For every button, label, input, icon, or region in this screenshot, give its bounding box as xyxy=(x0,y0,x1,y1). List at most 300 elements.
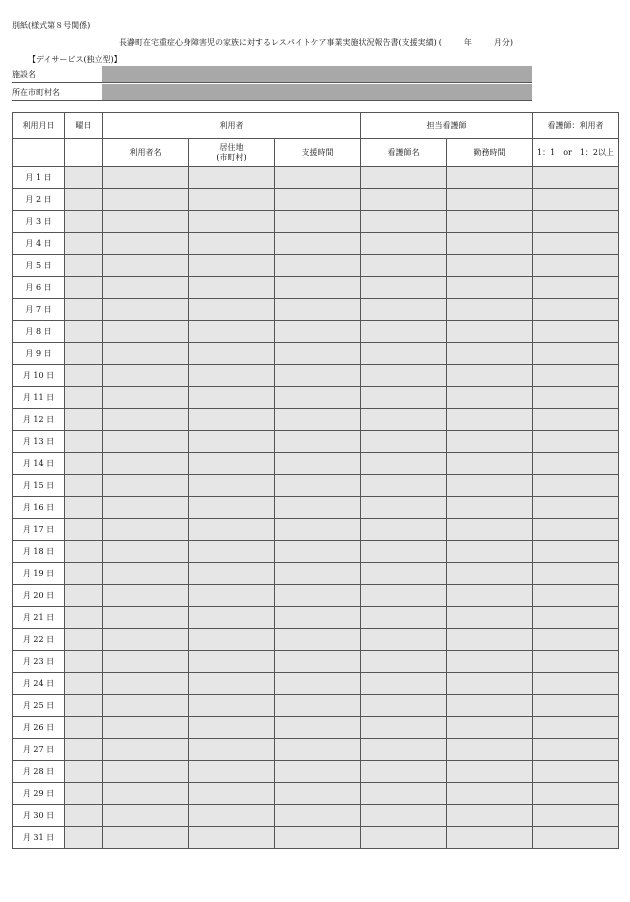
nurse-name-cell[interactable] xyxy=(361,365,447,387)
weekday-cell[interactable] xyxy=(65,761,103,783)
work-time-cell[interactable] xyxy=(447,343,533,365)
municipality-row xyxy=(12,84,532,101)
residence-cell[interactable] xyxy=(189,387,275,409)
weekday-cell[interactable] xyxy=(65,321,103,343)
date-cell: 月 16 日 xyxy=(13,497,65,519)
support-time-cell[interactable] xyxy=(275,255,361,277)
user-name-cell[interactable] xyxy=(103,673,189,695)
residence-cell[interactable] xyxy=(189,695,275,717)
support-time-cell[interactable] xyxy=(275,453,361,475)
residence-cell[interactable] xyxy=(189,673,275,695)
residence-cell[interactable] xyxy=(189,519,275,541)
date-cell: 月 12 日 xyxy=(13,409,65,431)
month-label: 月分) xyxy=(493,38,514,47)
ratio-cell[interactable] xyxy=(533,827,619,849)
table-row xyxy=(13,409,619,431)
ratio-cell[interactable] xyxy=(533,475,619,497)
ratio-cell[interactable] xyxy=(533,255,619,277)
ratio-cell[interactable] xyxy=(533,805,619,827)
header-ratio-group: 看護師：利用者 xyxy=(533,113,619,139)
ratio-cell[interactable] xyxy=(533,783,619,805)
nurse-name-cell[interactable] xyxy=(361,431,447,453)
work-time-cell[interactable] xyxy=(447,585,533,607)
user-name-cell[interactable] xyxy=(103,189,189,211)
support-time-cell[interactable] xyxy=(275,519,361,541)
header-row-1 xyxy=(13,113,619,139)
nurse-name-cell[interactable] xyxy=(361,739,447,761)
user-name-cell[interactable] xyxy=(103,233,189,255)
residence-cell[interactable] xyxy=(189,783,275,805)
nurse-name-cell[interactable] xyxy=(361,717,447,739)
ratio-cell[interactable] xyxy=(533,673,619,695)
residence-cell[interactable] xyxy=(189,343,275,365)
work-time-cell[interactable] xyxy=(447,365,533,387)
nurse-name-cell[interactable] xyxy=(361,541,447,563)
weekday-cell[interactable] xyxy=(65,739,103,761)
weekday-cell[interactable] xyxy=(65,409,103,431)
table-row xyxy=(13,387,619,409)
table-row xyxy=(13,717,619,739)
residence-cell[interactable] xyxy=(189,211,275,233)
period-open: ( xyxy=(438,38,442,47)
work-time-cell[interactable] xyxy=(447,519,533,541)
user-name-cell[interactable] xyxy=(103,739,189,761)
header-residence xyxy=(189,139,275,167)
nurse-name-cell[interactable] xyxy=(361,761,447,783)
nurse-name-cell[interactable] xyxy=(361,189,447,211)
support-time-cell[interactable] xyxy=(275,827,361,849)
document-title xyxy=(0,37,630,48)
weekday-cell[interactable] xyxy=(65,475,103,497)
residence-cell[interactable] xyxy=(189,739,275,761)
nurse-name-cell[interactable] xyxy=(361,651,447,673)
ratio-cell[interactable] xyxy=(533,695,619,717)
user-name-cell[interactable] xyxy=(103,761,189,783)
date-cell: 月 20 日 xyxy=(13,585,65,607)
ratio-cell[interactable] xyxy=(533,453,619,475)
support-time-cell[interactable] xyxy=(275,783,361,805)
municipality-label: 所在市町村名 xyxy=(12,84,102,101)
table-row xyxy=(13,321,619,343)
ratio-cell[interactable] xyxy=(533,519,619,541)
ratio-cell[interactable] xyxy=(533,431,619,453)
table-row xyxy=(13,211,619,233)
weekday-cell[interactable] xyxy=(65,497,103,519)
support-time-cell[interactable] xyxy=(275,475,361,497)
residence-cell[interactable] xyxy=(189,277,275,299)
residence-cell[interactable] xyxy=(189,607,275,629)
nurse-name-cell[interactable] xyxy=(361,167,447,189)
header-weekday-blank xyxy=(65,139,103,167)
weekday-cell[interactable] xyxy=(65,695,103,717)
ratio-cell[interactable] xyxy=(533,167,619,189)
nurse-name-cell[interactable] xyxy=(361,497,447,519)
date-cell: 月 23 日 xyxy=(13,651,65,673)
table-row xyxy=(13,827,619,849)
year-label: 年 xyxy=(463,38,472,47)
date-cell: 月 14 日 xyxy=(13,453,65,475)
header-work-time: 勤務時間 xyxy=(447,139,533,167)
nurse-name-cell[interactable] xyxy=(361,343,447,365)
nurse-name-cell[interactable] xyxy=(361,277,447,299)
date-cell: 月 31 日 xyxy=(13,827,65,849)
residence-cell[interactable] xyxy=(189,563,275,585)
nurse-name-cell[interactable] xyxy=(361,783,447,805)
ratio-cell[interactable] xyxy=(533,629,619,651)
residence-cell[interactable] xyxy=(189,167,275,189)
work-time-cell[interactable] xyxy=(447,431,533,453)
section-heading: 【デイサービス(独立型)】 xyxy=(28,55,122,64)
residence-cell[interactable] xyxy=(189,497,275,519)
nurse-name-cell[interactable] xyxy=(361,475,447,497)
ratio-cell[interactable] xyxy=(533,563,619,585)
user-name-cell[interactable] xyxy=(103,827,189,849)
ratio-cell[interactable] xyxy=(533,761,619,783)
support-time-cell[interactable] xyxy=(275,541,361,563)
support-time-cell[interactable] xyxy=(275,343,361,365)
date-cell: 月 18 日 xyxy=(13,541,65,563)
work-time-cell[interactable] xyxy=(447,387,533,409)
ratio-cell[interactable] xyxy=(533,189,619,211)
weekday-cell[interactable] xyxy=(65,805,103,827)
nurse-name-cell[interactable] xyxy=(361,519,447,541)
date-cell: 月 7 日 xyxy=(13,299,65,321)
residence-cell[interactable] xyxy=(189,629,275,651)
residence-cell[interactable] xyxy=(189,651,275,673)
user-name-cell[interactable] xyxy=(103,541,189,563)
residence-cell[interactable] xyxy=(189,365,275,387)
support-time-cell[interactable] xyxy=(275,651,361,673)
nurse-name-cell[interactable] xyxy=(361,629,447,651)
header-support-time: 支援時間 xyxy=(275,139,361,167)
weekday-cell[interactable] xyxy=(65,189,103,211)
residence-cell[interactable] xyxy=(189,255,275,277)
ratio-cell[interactable] xyxy=(533,585,619,607)
support-time-cell[interactable] xyxy=(275,277,361,299)
support-time-cell[interactable] xyxy=(275,497,361,519)
nurse-name-cell[interactable] xyxy=(361,453,447,475)
nurse-name-cell[interactable] xyxy=(361,255,447,277)
user-name-cell[interactable] xyxy=(103,651,189,673)
support-time-cell[interactable] xyxy=(275,431,361,453)
residence-cell[interactable] xyxy=(189,299,275,321)
work-time-cell[interactable] xyxy=(447,695,533,717)
user-name-cell[interactable] xyxy=(103,255,189,277)
form-reference: 別紙(様式第８号関係) xyxy=(12,21,91,30)
table-row xyxy=(13,497,619,519)
work-time-cell[interactable] xyxy=(447,783,533,805)
residence-cell[interactable] xyxy=(189,761,275,783)
date-cell: 月 26 日 xyxy=(13,717,65,739)
weekday-cell[interactable] xyxy=(65,167,103,189)
weekday-cell[interactable] xyxy=(65,607,103,629)
ratio-cell[interactable] xyxy=(533,343,619,365)
work-time-cell[interactable] xyxy=(447,607,533,629)
ratio-cell[interactable] xyxy=(533,211,619,233)
user-name-cell[interactable] xyxy=(103,299,189,321)
weekday-cell[interactable] xyxy=(65,585,103,607)
support-time-cell[interactable] xyxy=(275,233,361,255)
user-name-cell[interactable] xyxy=(103,409,189,431)
table-row xyxy=(13,585,619,607)
work-time-cell[interactable] xyxy=(447,497,533,519)
weekday-cell[interactable] xyxy=(65,453,103,475)
weekday-cell[interactable] xyxy=(65,783,103,805)
work-time-cell[interactable] xyxy=(447,321,533,343)
table-row xyxy=(13,761,619,783)
ratio-cell[interactable] xyxy=(533,233,619,255)
weekday-cell[interactable] xyxy=(65,563,103,585)
residence-cell[interactable] xyxy=(189,827,275,849)
table-row xyxy=(13,519,619,541)
table-row xyxy=(13,475,619,497)
date-cell: 月 27 日 xyxy=(13,739,65,761)
work-time-cell[interactable] xyxy=(447,475,533,497)
work-time-cell[interactable] xyxy=(447,563,533,585)
work-time-cell[interactable] xyxy=(447,453,533,475)
user-name-cell[interactable] xyxy=(103,607,189,629)
user-name-cell[interactable] xyxy=(103,717,189,739)
table-row xyxy=(13,189,619,211)
work-time-cell[interactable] xyxy=(447,233,533,255)
work-time-cell[interactable] xyxy=(447,255,533,277)
residence-cell[interactable] xyxy=(189,233,275,255)
date-cell: 月 22 日 xyxy=(13,629,65,651)
weekday-cell[interactable] xyxy=(65,431,103,453)
weekday-cell[interactable] xyxy=(65,827,103,849)
residence-cell[interactable] xyxy=(189,585,275,607)
support-time-cell[interactable] xyxy=(275,607,361,629)
weekday-cell[interactable] xyxy=(65,519,103,541)
facility-row xyxy=(12,66,532,83)
table-row xyxy=(13,607,619,629)
facility-label: 施設名 xyxy=(12,66,102,83)
nurse-name-cell[interactable] xyxy=(361,563,447,585)
date-cell: 月 5 日 xyxy=(13,255,65,277)
nurse-name-cell[interactable] xyxy=(361,607,447,629)
date-cell: 月 3 日 xyxy=(13,211,65,233)
ratio-cell[interactable] xyxy=(533,541,619,563)
user-name-cell[interactable] xyxy=(103,519,189,541)
support-time-cell[interactable] xyxy=(275,167,361,189)
table-row xyxy=(13,651,619,673)
work-time-cell[interactable] xyxy=(447,541,533,563)
table-row xyxy=(13,783,619,805)
support-time-cell[interactable] xyxy=(275,409,361,431)
user-name-cell[interactable] xyxy=(103,585,189,607)
weekday-cell[interactable] xyxy=(65,673,103,695)
table-row xyxy=(13,541,619,563)
table-row xyxy=(13,673,619,695)
support-time-cell[interactable] xyxy=(275,211,361,233)
ratio-cell[interactable] xyxy=(533,607,619,629)
ratio-cell[interactable] xyxy=(533,321,619,343)
user-name-cell[interactable] xyxy=(103,431,189,453)
ratio-cell[interactable] xyxy=(533,387,619,409)
ratio-cell[interactable] xyxy=(533,651,619,673)
work-time-cell[interactable] xyxy=(447,167,533,189)
table-row xyxy=(13,805,619,827)
table-row xyxy=(13,739,619,761)
ratio-cell[interactable] xyxy=(533,739,619,761)
date-cell: 月 1 日 xyxy=(13,167,65,189)
residence-cell[interactable] xyxy=(189,717,275,739)
date-cell: 月 24 日 xyxy=(13,673,65,695)
date-cell: 月 11 日 xyxy=(13,387,65,409)
ratio-cell[interactable] xyxy=(533,277,619,299)
table-row xyxy=(13,299,619,321)
weekday-cell[interactable] xyxy=(65,343,103,365)
work-time-cell[interactable] xyxy=(447,805,533,827)
user-name-cell[interactable] xyxy=(103,563,189,585)
ratio-cell[interactable] xyxy=(533,497,619,519)
support-time-cell[interactable] xyxy=(275,387,361,409)
weekday-cell[interactable] xyxy=(65,387,103,409)
support-time-cell[interactable] xyxy=(275,673,361,695)
date-cell: 月 9 日 xyxy=(13,343,65,365)
work-time-cell[interactable] xyxy=(447,211,533,233)
work-time-cell[interactable] xyxy=(447,629,533,651)
user-name-cell[interactable] xyxy=(103,343,189,365)
user-name-cell[interactable] xyxy=(103,475,189,497)
user-name-cell[interactable] xyxy=(103,629,189,651)
date-cell: 月 8 日 xyxy=(13,321,65,343)
date-cell: 月 28 日 xyxy=(13,761,65,783)
nurse-name-cell[interactable] xyxy=(361,673,447,695)
table-row xyxy=(13,431,619,453)
date-cell: 月 29 日 xyxy=(13,783,65,805)
nurse-name-cell[interactable] xyxy=(361,585,447,607)
work-time-cell[interactable] xyxy=(447,827,533,849)
support-time-cell[interactable] xyxy=(275,585,361,607)
weekday-cell[interactable] xyxy=(65,651,103,673)
support-time-cell[interactable] xyxy=(275,189,361,211)
nurse-name-cell[interactable] xyxy=(361,409,447,431)
user-name-cell[interactable] xyxy=(103,453,189,475)
work-time-cell[interactable] xyxy=(447,189,533,211)
ratio-cell[interactable] xyxy=(533,717,619,739)
title-text: 長瀞町在宅重症心身障害児の家族に対するレスパイトケア事業実施状況報告書(支援実績) xyxy=(118,38,437,47)
support-time-cell[interactable] xyxy=(275,321,361,343)
support-time-cell[interactable] xyxy=(275,365,361,387)
date-cell: 月 30 日 xyxy=(13,805,65,827)
work-time-cell[interactable] xyxy=(447,409,533,431)
header-residence-line1: 居住地 xyxy=(219,142,244,152)
weekday-cell[interactable] xyxy=(65,233,103,255)
user-name-cell[interactable] xyxy=(103,167,189,189)
table-row xyxy=(13,255,619,277)
weekday-cell[interactable] xyxy=(65,629,103,651)
support-time-cell[interactable] xyxy=(275,299,361,321)
header-date-blank xyxy=(13,139,65,167)
support-time-cell[interactable] xyxy=(275,761,361,783)
table-row xyxy=(13,365,619,387)
user-name-cell[interactable] xyxy=(103,211,189,233)
ratio-cell[interactable] xyxy=(533,299,619,321)
header-nurse-group: 担当看護師 xyxy=(361,113,533,139)
work-time-cell[interactable] xyxy=(447,277,533,299)
support-time-cell[interactable] xyxy=(275,805,361,827)
work-time-cell[interactable] xyxy=(447,673,533,695)
nurse-name-cell[interactable] xyxy=(361,827,447,849)
report-table xyxy=(12,112,619,849)
user-name-cell[interactable] xyxy=(103,387,189,409)
facility-name-field[interactable] xyxy=(102,66,532,83)
support-time-cell[interactable] xyxy=(275,695,361,717)
support-time-cell[interactable] xyxy=(275,629,361,651)
date-cell: 月 15 日 xyxy=(13,475,65,497)
user-name-cell[interactable] xyxy=(103,805,189,827)
work-time-cell[interactable] xyxy=(447,299,533,321)
work-time-cell[interactable] xyxy=(447,739,533,761)
date-cell: 月 2 日 xyxy=(13,189,65,211)
user-name-cell[interactable] xyxy=(103,321,189,343)
nurse-name-cell[interactable] xyxy=(361,387,447,409)
municipality-field[interactable] xyxy=(102,84,532,101)
weekday-cell[interactable] xyxy=(65,717,103,739)
nurse-name-cell[interactable] xyxy=(361,233,447,255)
date-cell: 月 17 日 xyxy=(13,519,65,541)
work-time-cell[interactable] xyxy=(447,717,533,739)
table-row xyxy=(13,343,619,365)
user-name-cell[interactable] xyxy=(103,783,189,805)
weekday-cell[interactable] xyxy=(65,299,103,321)
table-row xyxy=(13,277,619,299)
nurse-name-cell[interactable] xyxy=(361,805,447,827)
ratio-cell[interactable] xyxy=(533,409,619,431)
header-user-group: 利用者 xyxy=(103,113,361,139)
residence-cell[interactable] xyxy=(189,805,275,827)
date-cell: 月 10 日 xyxy=(13,365,65,387)
support-time-cell[interactable] xyxy=(275,717,361,739)
ratio-cell[interactable] xyxy=(533,365,619,387)
weekday-cell[interactable] xyxy=(65,255,103,277)
user-name-cell[interactable] xyxy=(103,695,189,717)
weekday-cell[interactable] xyxy=(65,365,103,387)
weekday-cell[interactable] xyxy=(65,541,103,563)
residence-cell[interactable] xyxy=(189,541,275,563)
weekday-cell[interactable] xyxy=(65,277,103,299)
support-time-cell[interactable] xyxy=(275,739,361,761)
work-time-cell[interactable] xyxy=(447,761,533,783)
user-name-cell[interactable] xyxy=(103,277,189,299)
date-cell: 月 4 日 xyxy=(13,233,65,255)
nurse-name-cell[interactable] xyxy=(361,321,447,343)
date-cell: 月 13 日 xyxy=(13,431,65,453)
residence-cell[interactable] xyxy=(189,453,275,475)
nurse-name-cell[interactable] xyxy=(361,299,447,321)
header-ratio-options: 1：1 or 1：2以上 xyxy=(533,139,619,167)
table-row xyxy=(13,453,619,475)
residence-cell[interactable] xyxy=(189,321,275,343)
residence-cell[interactable] xyxy=(189,409,275,431)
residence-cell[interactable] xyxy=(189,475,275,497)
user-name-cell[interactable] xyxy=(103,365,189,387)
user-name-cell[interactable] xyxy=(103,497,189,519)
support-time-cell[interactable] xyxy=(275,563,361,585)
nurse-name-cell[interactable] xyxy=(361,211,447,233)
residence-cell[interactable] xyxy=(189,189,275,211)
table-row xyxy=(13,695,619,717)
header-weekday: 曜日 xyxy=(65,113,103,139)
work-time-cell[interactable] xyxy=(447,651,533,673)
weekday-cell[interactable] xyxy=(65,211,103,233)
residence-cell[interactable] xyxy=(189,431,275,453)
table-row xyxy=(13,629,619,651)
header-user-name: 利用者名 xyxy=(103,139,189,167)
table-row xyxy=(13,233,619,255)
nurse-name-cell[interactable] xyxy=(361,695,447,717)
